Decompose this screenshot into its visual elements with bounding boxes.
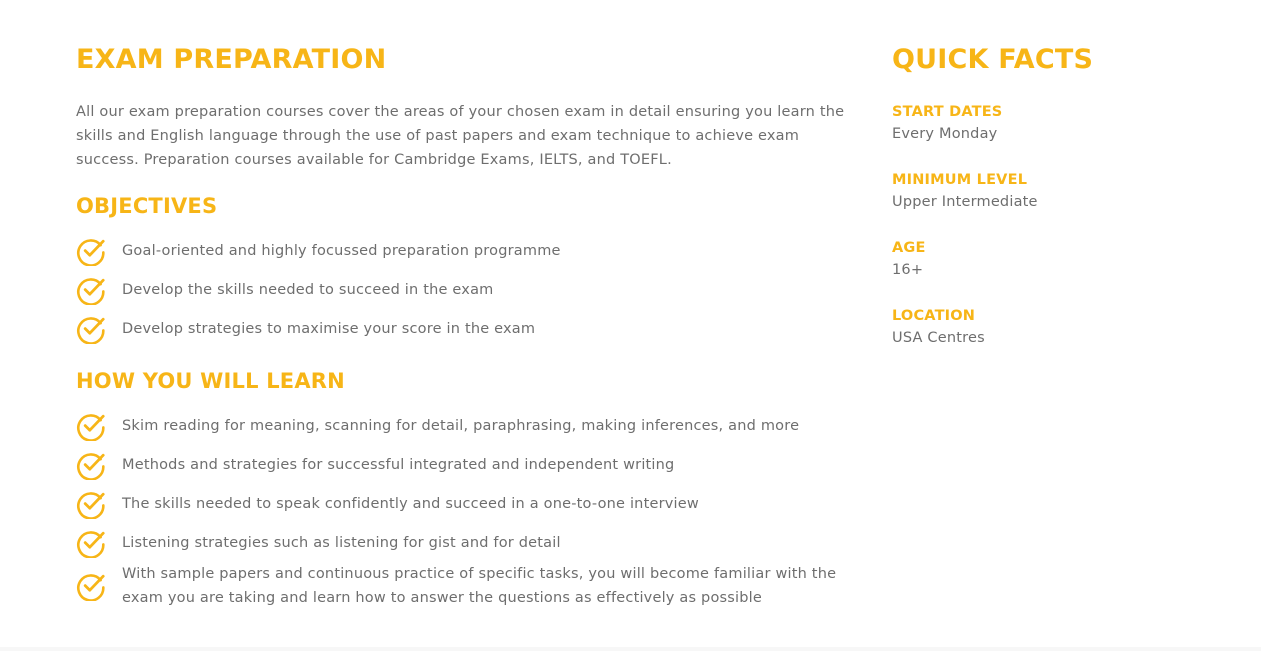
list-item-text: Skim reading for meaning, scanning for detail, paraphrasing, making inferences, and more xyxy=(122,417,800,434)
list-item-text: Develop strategies to maximise your score in the exam xyxy=(122,320,536,337)
fact-value: 16+ xyxy=(892,262,924,278)
list-item xyxy=(76,406,856,445)
check-circle-icon xyxy=(76,411,106,441)
fact-value: USA Centres xyxy=(892,330,985,346)
list-item xyxy=(76,562,856,610)
list-item-text: Methods and strategies for successful integrated and independent writing xyxy=(122,456,675,473)
list-item xyxy=(76,270,856,309)
how-you-will-learn-list xyxy=(76,406,856,610)
check-circle-icon xyxy=(76,571,106,601)
fact-label: AGE xyxy=(892,240,926,256)
fact-label: LOCATION xyxy=(892,308,976,324)
check-circle-icon xyxy=(76,489,106,519)
fact-minimum-level xyxy=(892,170,1222,214)
fact-value: Upper Intermediate xyxy=(892,194,1038,210)
list-item xyxy=(76,523,856,562)
check-circle-icon xyxy=(76,275,106,305)
list-item xyxy=(76,309,856,348)
fact-start-dates xyxy=(892,102,1222,146)
list-item xyxy=(76,445,856,484)
check-circle-icon xyxy=(76,314,106,344)
page-title: EXAM PREPARATION xyxy=(76,44,387,75)
how-you-will-learn-heading: HOW YOU WILL LEARN xyxy=(76,369,345,393)
fact-value: Every Monday xyxy=(892,126,998,142)
check-circle-icon xyxy=(76,450,106,480)
fact-label: START DATES xyxy=(892,104,1003,120)
main-content xyxy=(76,44,856,610)
list-item xyxy=(76,231,856,270)
list-item-text: Listening strategies such as listening for gist and for detail xyxy=(122,534,561,551)
bottom-divider xyxy=(0,647,1261,651)
fact-location xyxy=(892,306,1222,350)
list-item-text: With sample papers and continuous practice of specific tasks, you will become familiar with the exam you are taking and learn how to answer the questions as effectively as possible xyxy=(122,566,837,606)
list-item-text: Develop the skills needed to succeed in the exam xyxy=(122,281,494,298)
objectives-heading: OBJECTIVES xyxy=(76,194,218,218)
list-item-text: Goal-oriented and highly focussed preparation programme xyxy=(122,242,561,259)
check-circle-icon xyxy=(76,528,106,558)
quick-facts-panel xyxy=(892,44,1222,350)
intro-paragraph: All our exam preparation courses cover the areas of your chosen exam in detail ensuring you learn the skills and English language through the use of past papers and exam technique to achieve exam success. Preparation courses available for Cambridge Exams, IELTS, and TOEFL. xyxy=(76,104,845,168)
list-item-text: The skills needed to speak confidently and succeed in a one-to-one interview xyxy=(122,495,699,512)
fact-age xyxy=(892,238,1222,282)
list-item xyxy=(76,484,856,523)
objectives-list xyxy=(76,231,856,348)
check-circle-icon xyxy=(76,236,106,266)
quick-facts-title: QUICK FACTS xyxy=(892,44,1094,75)
fact-label: MINIMUM LEVEL xyxy=(892,172,1028,188)
